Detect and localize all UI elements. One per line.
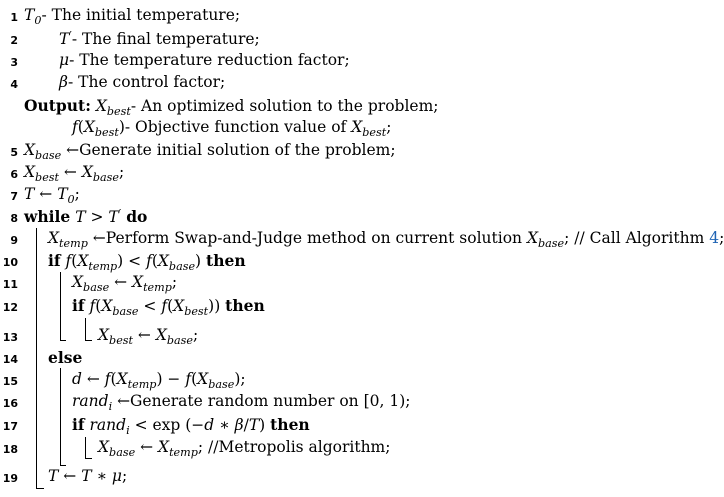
text-fragment: then	[225, 296, 265, 315]
text-fragment: - The temperature reduction factor;	[69, 51, 350, 69]
algorithm-line	[24, 163, 124, 184]
text-fragment: ←	[109, 273, 133, 291]
text-fragment: >	[85, 208, 109, 227]
text-fragment: X	[48, 229, 60, 247]
block-guide-line	[60, 368, 61, 465]
text-fragment: T	[59, 30, 70, 49]
text-fragment: X	[351, 118, 363, 136]
text-fragment: while	[24, 207, 71, 227]
algorithm-line	[98, 438, 390, 459]
text-fragment: f	[161, 297, 168, 315]
text-fragment: i	[108, 399, 113, 413]
text-fragment: ←	[135, 438, 159, 456]
line-number: 3	[10, 56, 18, 69]
text-fragment: T	[24, 6, 35, 24]
text-fragment: f	[146, 252, 152, 270]
line-number: 6	[10, 168, 18, 181]
text-fragment: ∗	[91, 467, 112, 485]
text-fragment: ;	[74, 185, 80, 203]
text-fragment: i	[126, 423, 130, 437]
algorithm-line	[72, 296, 265, 318]
text-fragment: base	[92, 170, 120, 184]
text-fragment: /	[243, 416, 249, 434]
algorithm-line	[24, 141, 396, 162]
algorithm-line	[48, 251, 246, 273]
block-guide-end	[36, 488, 44, 489]
text-fragment: ; // Call Algorithm	[564, 229, 710, 247]
algorithm-line	[24, 185, 80, 206]
text-fragment: (	[71, 252, 78, 270]
block-guide-line	[85, 318, 86, 340]
text-fragment: temp	[59, 236, 88, 250]
text-fragment: Output:	[24, 96, 91, 115]
block-guide-line	[36, 228, 37, 488]
line-number: 11	[2, 278, 18, 291]
text-fragment: (	[151, 252, 158, 270]
text-fragment: base	[112, 304, 139, 318]
text-fragment: ′	[118, 207, 122, 220]
text-fragment: best	[94, 125, 119, 139]
text-fragment: - The initial temperature;	[41, 6, 241, 24]
text-fragment: f	[89, 297, 96, 315]
block-guide-line	[60, 272, 61, 340]
text-fragment: X	[24, 141, 36, 159]
algorithm-line	[98, 326, 198, 347]
text-fragment: T	[75, 208, 86, 227]
text-fragment: X	[526, 229, 538, 247]
text-fragment: T	[48, 467, 59, 485]
text-fragment: X	[157, 252, 169, 270]
text-fragment: X	[83, 118, 95, 136]
text-fragment: μ	[59, 51, 70, 69]
text-fragment: T	[248, 416, 260, 434]
text-fragment: best	[106, 104, 131, 118]
text-fragment: - The control factor;	[67, 73, 226, 91]
text-fragment: T	[24, 185, 35, 203]
text-fragment: 0	[67, 192, 75, 206]
text-fragment: best	[362, 125, 387, 139]
text-fragment: ∗	[214, 416, 235, 434]
text-fragment: best	[184, 304, 209, 318]
algorithm-line	[59, 29, 260, 48]
block-guide-end	[60, 340, 66, 341]
text-fragment: rand	[89, 416, 127, 434]
line-number: 14	[2, 353, 18, 366]
line-number: 9	[10, 234, 18, 247]
text-fragment: β	[59, 73, 68, 91]
line-number: 17	[2, 420, 18, 433]
line-number: 2	[10, 34, 18, 47]
line-number: 8	[10, 212, 18, 225]
text-fragment: ←	[59, 163, 82, 181]
text-fragment: )	[195, 252, 207, 270]
text-fragment: T	[57, 185, 68, 203]
text-fragment: X	[77, 252, 89, 270]
text-fragment: ;	[119, 163, 125, 181]
text-fragment: X	[98, 438, 110, 456]
text-fragment: μ	[111, 467, 122, 485]
text-fragment: (	[167, 297, 174, 315]
text-fragment: ;	[171, 273, 178, 291]
text-fragment: base	[538, 236, 565, 250]
algorithm-line	[48, 348, 82, 367]
text-fragment: T	[108, 208, 119, 227]
text-fragment: temp	[88, 259, 118, 273]
text-fragment: d	[204, 416, 215, 434]
algorithm-line	[48, 229, 724, 250]
text-fragment: 0	[34, 13, 42, 27]
text-fragment: f	[185, 370, 192, 388]
text-fragment: X	[95, 97, 107, 115]
text-fragment: if	[72, 415, 85, 434]
text-fragment: T	[81, 467, 92, 485]
text-fragment: )- Objective function value of	[118, 118, 352, 136]
text-fragment: f	[104, 370, 111, 388]
text-fragment: X	[197, 370, 209, 388]
text-fragment: if	[72, 296, 85, 315]
text-fragment: X	[24, 163, 36, 181]
algorithm-line	[72, 415, 310, 437]
text-fragment: (	[77, 118, 84, 136]
text-fragment: ;	[386, 118, 392, 136]
block-guide-end	[85, 458, 92, 459]
text-fragment: best	[109, 333, 133, 347]
text-fragment: X	[101, 297, 113, 315]
text-fragment: ←Perform Swap-and-Judge method on current solution	[87, 229, 527, 247]
text-fragment: X	[155, 326, 167, 344]
text-fragment: X	[132, 273, 144, 291]
text-fragment: X	[98, 326, 110, 344]
text-fragment: ;	[122, 467, 128, 485]
algorithm-line	[59, 73, 225, 91]
text-fragment: base	[166, 333, 194, 347]
text-fragment: base	[83, 280, 110, 294]
algorithm-line	[24, 6, 240, 27]
text-fragment: temp	[169, 445, 198, 459]
text-fragment: X	[116, 370, 128, 388]
text-fragment: ←Generate initial solution of the problem;	[61, 141, 396, 159]
algorithm-line	[59, 51, 350, 69]
text-fragment: ; //Metropolis algorithm;	[197, 438, 391, 456]
text-fragment: <	[138, 297, 162, 315]
text-fragment: ′	[69, 29, 72, 42]
algorithm-line	[24, 207, 147, 226]
line-number: 19	[2, 472, 18, 485]
text-fragment: - An optimized solution to the problem;	[130, 97, 439, 115]
text-fragment: ) −	[156, 370, 186, 388]
text-fragment: temp	[143, 280, 172, 294]
text-fragment: if	[48, 251, 61, 270]
text-fragment: f	[72, 118, 78, 136]
text-fragment: ;	[193, 326, 199, 344]
text-fragment: X	[158, 438, 170, 456]
block-guide-line	[85, 437, 86, 458]
line-number: 16	[2, 397, 18, 410]
text-fragment: )	[259, 416, 271, 434]
line-number: 12	[2, 301, 18, 314]
algorithm-line	[24, 96, 439, 118]
text-fragment: ))	[208, 297, 226, 315]
text-fragment: ) <	[117, 252, 147, 270]
text-fragment: base	[35, 148, 62, 162]
text-fragment: do	[126, 207, 148, 227]
algorithm-reference-link[interactable]: 4	[709, 229, 720, 247]
line-number: 7	[10, 190, 18, 203]
text-fragment: then	[206, 251, 246, 270]
text-fragment: X	[81, 163, 93, 181]
text-fragment: temp	[127, 377, 157, 391]
text-fragment: ←	[58, 467, 82, 485]
text-fragment: then	[270, 415, 310, 434]
text-fragment: (	[191, 370, 198, 388]
text-fragment: X	[173, 297, 185, 315]
text-fragment: X	[72, 273, 84, 291]
line-number: 18	[2, 443, 18, 456]
algorithm-line	[72, 392, 411, 413]
text-fragment: ←	[133, 326, 156, 344]
algorithm-line	[72, 118, 391, 139]
text-fragment: );	[234, 370, 246, 388]
text-fragment: base	[168, 259, 196, 273]
line-number: 13	[2, 331, 18, 344]
algorithm-line	[72, 273, 177, 294]
line-number: 5	[10, 146, 18, 159]
text-fragment: - The final temperature;	[71, 30, 260, 49]
text-fragment: f	[65, 252, 72, 270]
text-fragment: base	[208, 377, 235, 391]
line-number: 15	[2, 375, 18, 388]
line-number: 1	[10, 11, 18, 24]
text-fragment: < exp (−	[129, 416, 205, 434]
text-fragment: β	[234, 416, 244, 434]
text-fragment: else	[48, 348, 83, 367]
text-fragment: base	[109, 445, 136, 459]
text-fragment: ←	[34, 185, 58, 203]
text-fragment: (	[110, 370, 117, 388]
algorithm-line	[72, 370, 246, 391]
line-number: 10	[2, 256, 18, 269]
line-number: 4	[10, 78, 18, 91]
text-fragment: ←	[81, 370, 105, 388]
text-fragment: ←Generate random number on [0, 1);	[112, 392, 411, 410]
block-guide-end	[85, 340, 92, 341]
block-guide-end	[60, 465, 66, 466]
text-fragment: (	[95, 297, 102, 315]
text-fragment: d	[72, 370, 82, 388]
algorithm-line	[48, 467, 127, 485]
text-fragment: rand	[72, 392, 109, 410]
text-fragment: ;	[719, 229, 724, 247]
text-fragment: best	[35, 170, 59, 184]
